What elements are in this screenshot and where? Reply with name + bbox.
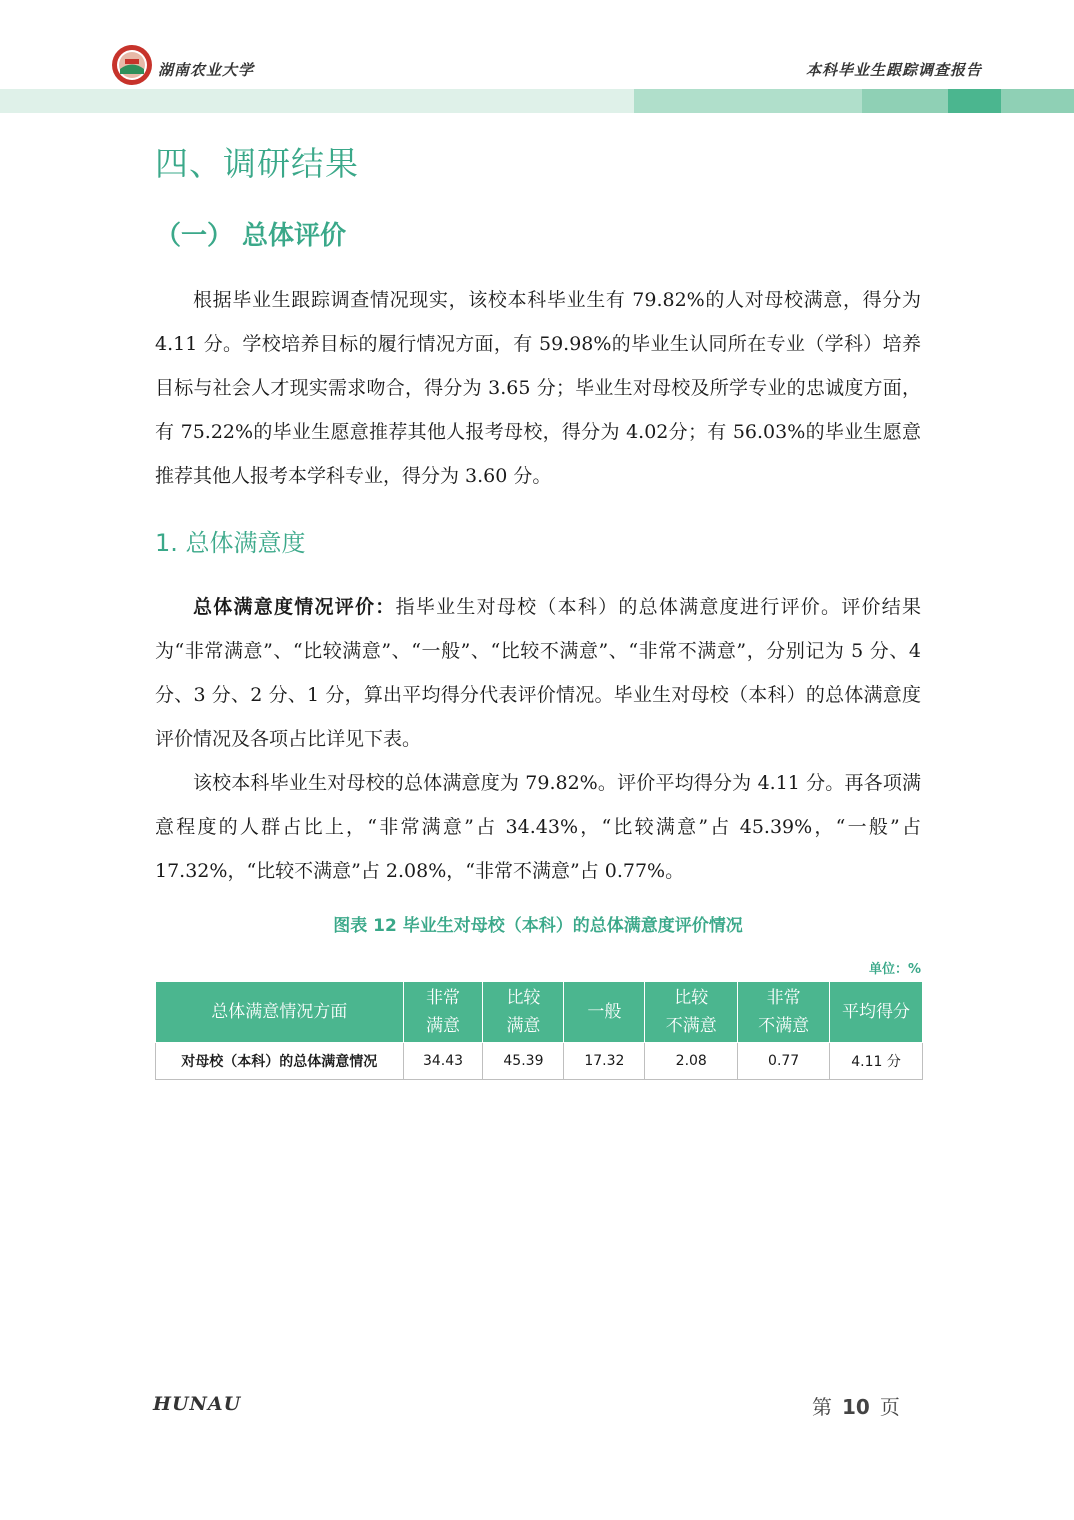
section-title: 四、调研结果 — [155, 144, 359, 183]
header-average-score: 平均得分 — [830, 982, 923, 1043]
cell-dissatisfied: 2.08 — [645, 1043, 738, 1080]
definition-lead: 总体满意度情况评价： — [193, 596, 396, 618]
overview-paragraph: 根据毕业生跟踪调查情况现实，该校本科毕业生有 79.82%的人对母校满意，得分为 4.11 分。学校培养目标的履行情况方面，有 59.98%的毕业生认同所在专业（学科）培养目标与社会人才现实需求吻合，得分为 3.65 分；毕业生对母校及所学专业的忠诚度方面，有 75.22%的毕业生愿意推荐其他人报考母校，得分为 4.02分；有 56.03%的毕业生愿意推荐其他人报考本学科专业，得分为 3.60 分。 — [155, 289, 921, 487]
definition-text: 指毕业生对母校（本科）的总体满意度进行评价。评价结果为“非常满意”、“比较满意”、“一般”、“比较不满意”、“非常不满意”，分别记为 5 分、4 分、3 分、2 分、1 分，算出平均得分代表评价情况。毕业生对母校（本科）的总体满意度评价情况及各项占比详见下表。 — [155, 596, 921, 750]
table-caption: 图表 12 毕业生对母校（本科）的总体满意度评价情况 — [333, 916, 743, 936]
footer-mark: HUNAU — [153, 1393, 242, 1415]
header-very-satisfied: 非常 满意 — [403, 982, 483, 1043]
cell-average-score: 4.11 分 — [830, 1043, 923, 1080]
subsection-title: （一） 总体评价 — [155, 221, 347, 251]
header-band — [948, 89, 1001, 113]
university-seal-icon — [111, 44, 153, 86]
cell-satisfied: 45.39 — [483, 1043, 564, 1080]
header-neutral: 一般 — [564, 982, 645, 1043]
definition-paragraph — [155, 585, 921, 761]
cell-very-dissatisfied: 0.77 — [738, 1043, 830, 1080]
header-satisfied: 比较 满意 — [483, 982, 564, 1043]
report-title: 本科毕业生跟踪调查报告 — [805, 61, 982, 79]
row-label: 对母校（本科）的总体满意情况 — [156, 1043, 404, 1080]
university-name: 湖南农业大学 — [158, 61, 255, 79]
header-band — [0, 89, 634, 113]
table-unit: 单位：% — [868, 962, 921, 977]
cell-neutral: 17.32 — [564, 1043, 645, 1080]
table-header-row — [156, 982, 923, 1043]
result-paragraph: 该校本科毕业生对母校的总体满意度为 79.82%。评价平均得分为 4.11 分。再各项满意程度的人群占比上，“非常满意”占 34.43%，“比较满意”占 45.39%，“一般”占 17.32%，“比较不满意”占 2.08%，“非常不满意”占 0.77%。 — [155, 772, 921, 882]
header-band — [862, 89, 948, 113]
table-row — [156, 1043, 923, 1080]
cell-very-satisfied: 34.43 — [403, 1043, 483, 1080]
page-number: 第 10 页 — [812, 1395, 900, 1419]
header-aspect: 总体满意情况方面 — [156, 982, 404, 1043]
header-very-dissatisfied: 非常 不满意 — [738, 982, 830, 1043]
header-band — [1001, 89, 1074, 113]
satisfaction-table — [155, 981, 923, 1080]
subsubsection-title: 1. 总体满意度 — [155, 529, 306, 557]
page-header — [0, 0, 1074, 115]
header-band — [634, 89, 862, 113]
header-dissatisfied: 比较 不满意 — [645, 982, 738, 1043]
